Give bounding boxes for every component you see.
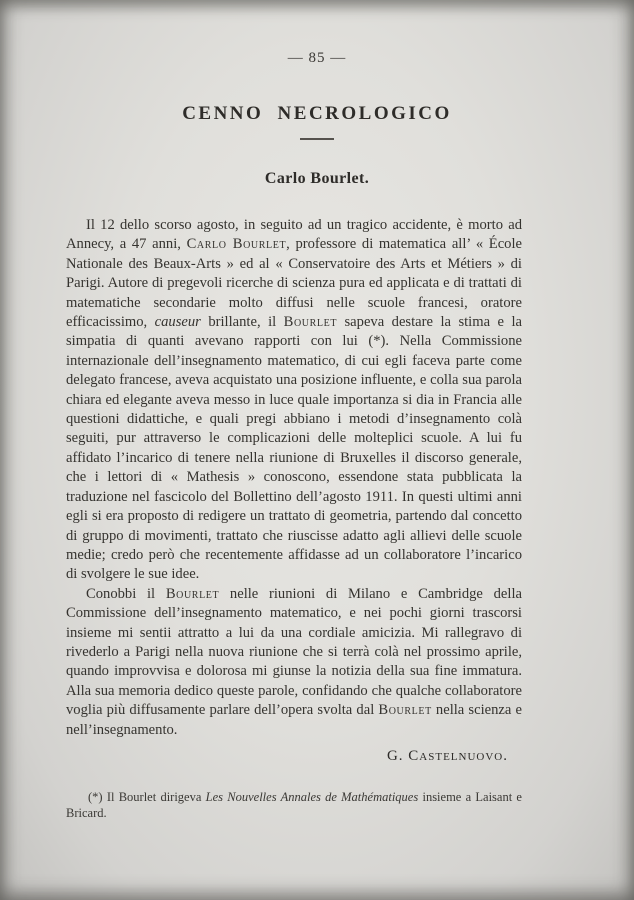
text-segment: brillante, il (200, 314, 284, 331)
author-signature: G. Castelnuovo. (386, 747, 508, 764)
text-segment: Carlo Bourlet (186, 236, 287, 253)
article-body (66, 216, 522, 740)
text-segment: sapeva destare la stima e la simpatia di quanti avevano rapporti con lui (*). Nella Commissione internazionale dell’insegnamento matematico, di cui egli faceva parte come delegato francese, aveva acquistato una posizione influente, e colla sua parola chiara ed elegante aveva messo in luce quale importanza si dia in Francia alle questioni didattiche, e quali pregi abbiano i metodi d’insegnamento colà seguiti, pur attraverso le complicazioni delle molteplici scuole. A lui fu affidato l’incarico di tenere nella riunione di Bruxelles il discorso generale, che i lettori di « Mathesis » conoscono, essendone stata pubblicata la traduzione nel fascicolo del Bollettino dell’agosto 1911. In questi ultimi anni egli si era proposto di redigere un trattato di geometria, partendo dal concetto di gruppo di movimenti, trattato che riuscisse adatto agli allievi delle scuole medie; credo però che recentemente affidasse ad un collaboratore l’incarico di svolgere le sue idee. (66, 314, 522, 583)
text-segment: Bourlet (283, 314, 338, 331)
title-rule-divider (300, 138, 334, 140)
text-segment: causeur (154, 314, 201, 331)
text-segment: , professore di matematica all’ « École Nationale des Beaux-Arts » ed al « Conservatoire des Arts et Métiers » di Parigi. Autore di pregevoli ricerche di scienza pura ed applicata e di trattati di matematiche secondarie molto diffusi nelle scuole francesi, oratore efficacissimo, (66, 236, 523, 331)
text-segment: Conobbi il (86, 585, 166, 602)
footnote (66, 789, 522, 822)
article-subtitle: Carlo Bourlet. (264, 170, 370, 187)
body-paragraph (66, 585, 522, 740)
text-segment: insieme a Laisant e Bricard. (66, 789, 522, 821)
text-segment: nelle riunioni di Milano e Cambridge della Commissione dell’insegnamento matematico, e nei pochi giorni trascorsi insieme mi sentii attratto a lui da una cordiale amicizia. Mi rallegravo di rivederlo a Parigi nella nuova riunione che si terrà colà nel prossimo aprile, quando improvvisa e dolorosa mi giunse la notizia della sua fine immatura. Alla sua memoria dedico queste parole, confidando che qualche collaboratore voglia più diffusamente parlare dell’opera svolta dal (66, 585, 522, 719)
text-segment: (*) Il Bourlet dirigeva (88, 789, 206, 804)
text-segment: Bourlet (165, 585, 220, 602)
body-paragraph (66, 216, 522, 585)
text-segment: Les Nouvelles Annales de Mathématiques (205, 789, 419, 804)
page-number: — 85 — (287, 50, 347, 66)
text-segment: Il 12 dello scorso agosto, in seguito ad un tragico accidente, è morto ad Annecy, a 47 anni, (66, 217, 522, 253)
page-title: CENNO NECROLOGICO (182, 103, 452, 124)
text-segment: nella scienza e nell’insegnamento. (66, 702, 522, 738)
text-segment: Bourlet (378, 702, 432, 719)
